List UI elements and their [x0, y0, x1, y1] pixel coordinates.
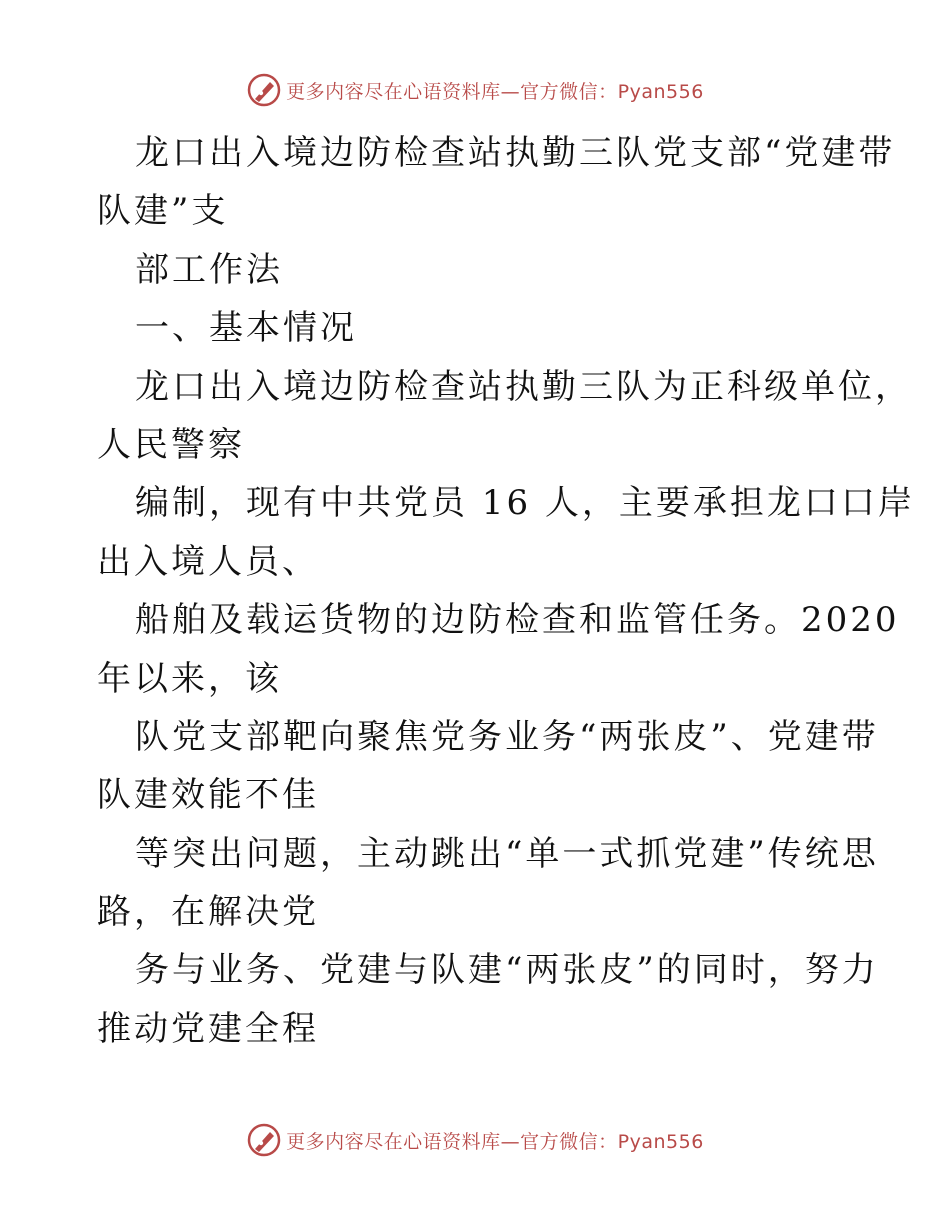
banner-text: 更多内容尽在心语资料库—官方微信：Pyan556	[286, 1130, 704, 1153]
text-line: 推动党建全程	[97, 1008, 319, 1049]
text-line: 部工作法	[135, 249, 283, 290]
text-line: 编制，现有中共党员 16 人，主要承担龙口口岸	[135, 483, 915, 524]
pen-logo-icon	[246, 1122, 282, 1158]
text-line: 一、基本情况	[135, 308, 357, 349]
text-line: 龙口出入境边防检查站执勤三队为正科级单位，	[135, 366, 912, 407]
text-line: 等突出问题，主动跳出“单一式抓党建”传统思	[135, 833, 879, 874]
text-line: 队建效能不佳	[97, 775, 319, 816]
text-line: 船舶及载运货物的边防检查和监管任务。2020	[135, 600, 900, 641]
text-line: 队党支部靶向聚焦党务业务“两张皮”、党建带	[135, 716, 879, 757]
text-line: 龙口出入境边防检查站执勤三队党支部“党建带	[135, 133, 896, 173]
document-body	[97, 124, 915, 1058]
text-line: 人民警察	[97, 424, 245, 465]
text-line: 年以来，该	[97, 658, 282, 699]
header-banner	[0, 70, 950, 110]
footer-banner	[0, 1120, 950, 1160]
pen-logo-icon	[246, 72, 282, 108]
text-line: 务与业务、党建与队建“两张皮”的同时，努力	[135, 950, 879, 991]
text-line: 出入境人员、	[97, 541, 319, 582]
text-line: 队建”支	[97, 191, 229, 232]
banner-text: 更多内容尽在心语资料库—官方微信：Pyan556	[286, 80, 704, 103]
text-line: 路，在解决党	[97, 892, 319, 933]
